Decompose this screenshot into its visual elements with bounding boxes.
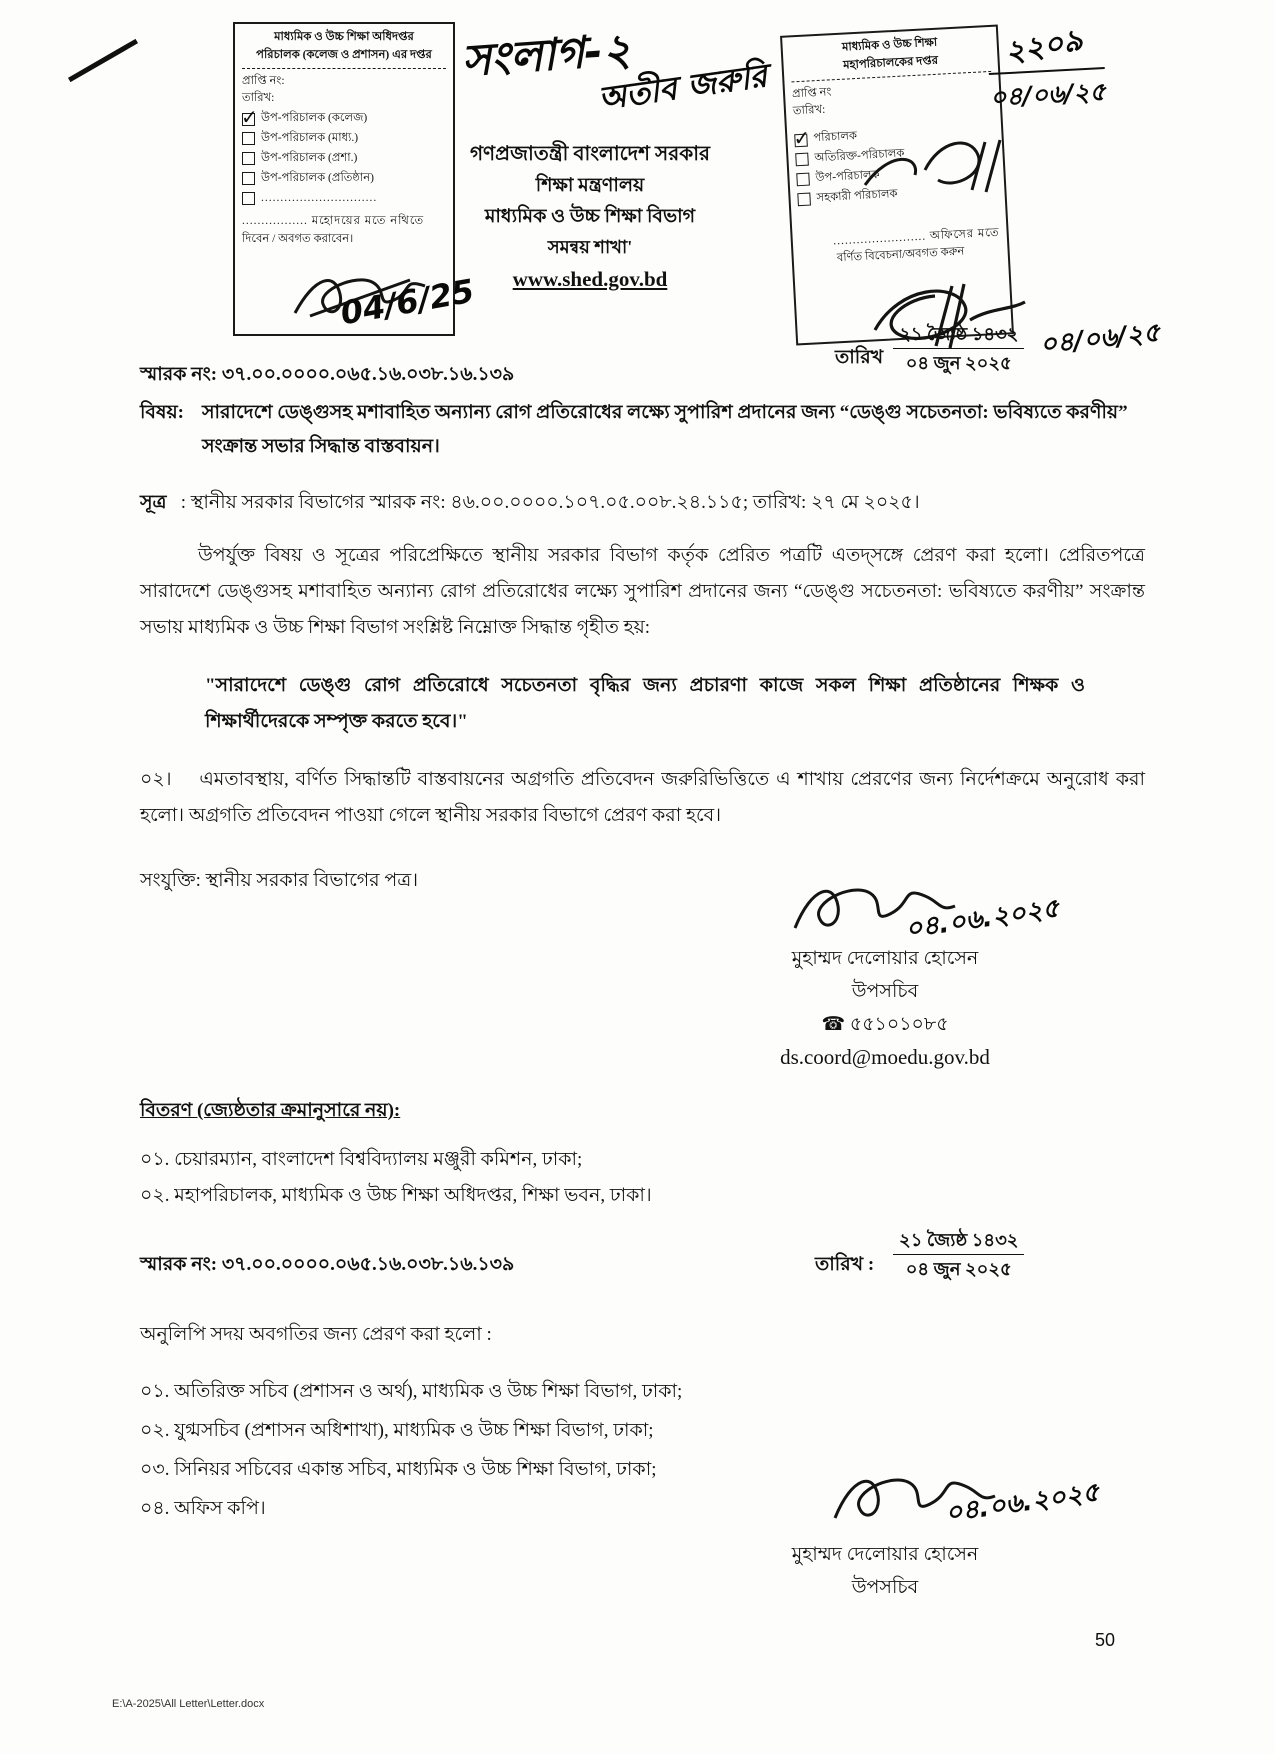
reference-text: : স্থানীয় সরকার বিভাগের স্মারক নং: ৪৬.০০.০০০০.১০৭.০৫.০০৮.২৪.১১৫; তারিখ: ২৭ মে ২০২৫। [180, 492, 920, 513]
handwritten-receive-number: ২২০৯ [1002, 22, 1086, 71]
stamp-option-label: অতিরিক্ত-পরিচালক [814, 147, 905, 165]
check-mark-icon: ✓ [241, 104, 258, 129]
footer-file-path: E:\A-2025\All Letter\Letter.docx [112, 1698, 265, 1710]
stamp-option-label: উপ-পরিচালক (মাধ্য.) [261, 132, 359, 145]
body-paragraph-1: উপর্যুক্ত বিষয় ও সূত্রের পরিপ্রেক্ষিতে স্থানীয় সরকার বিভাগ কর্তৃক প্রেরিত পত্রটি এতদ্‌সঙ্গে প্রেরণ করা হলো। প্রেরিতপত্রে সারাদেশে ডেঙ্গুসহ মশাবাহিত অন্যান্য রোগ প্রতিরোধের লক্ষ্যে সুপারিশ প্রদানের জন্য “ডেঙ্গু সচেতনতা: ভবিষ্যতে করণীয়” সংক্রান্ত সভায় মাধ্যমিক ও উচ্চ শিক্ষা বিভাগ সংশ্লিষ্ট নিম্নোক্ত সিদ্ধান্ত গৃহীত হয়: [140, 545, 1145, 638]
paragraph-number: ০২। [140, 769, 172, 790]
check-mark-icon: ✓ [792, 125, 811, 150]
stamp-option-label: .............................. [261, 191, 378, 204]
left-stamp-office-line2: পরিচালক (কলেজ ও প্রশাসন) এর দপ্তর [256, 48, 432, 61]
checkbox-icon[interactable] [795, 153, 809, 167]
subject-block [140, 396, 1140, 464]
memo-date-gregorian: ০৪ জুন ২০২৫ [905, 353, 1012, 374]
letterhead [425, 138, 755, 296]
stamp-option-label: পরিচালক [813, 130, 858, 145]
signatory-name: মুহাম্মদ দেলোয়ার হোসেন [791, 1544, 979, 1565]
memo-number-value: ৩৭.০০.০০০০.০৬৫.১৬.০৩৮.১৬.১৩৯ [221, 1254, 515, 1275]
left-stamp-date-label: তারিখ: [242, 92, 275, 105]
signatory-designation: উপসচিব [851, 981, 919, 1002]
cc-item: ০৩. সিনিয়র সচিবের একান্ত সচিব, মাধ্যমিক ও উচ্চ শিক্ষা বিভাগ, ঢাকা; [140, 1459, 657, 1480]
right-stamp-date-label: তারিখ: [792, 104, 826, 118]
cc-list [140, 1372, 682, 1528]
signatory-email[interactable]: ds.coord@moedu.gov.bd [780, 1045, 990, 1069]
government-name: গণপ্রজাতন্ত্রী বাংলাদেশ সরকার [469, 143, 711, 165]
right-stamp-office-line1: মাধ্যমিক ও উচ্চ শিক্ষা [841, 36, 938, 54]
website-link[interactable]: www.shed.gov.bd [512, 267, 668, 291]
distribution-list [140, 1142, 652, 1214]
left-stamp-option-row [241, 104, 446, 129]
checkbox-icon[interactable] [242, 192, 255, 205]
checkbox-checked-icon[interactable] [792, 125, 811, 150]
signatory-phone: ৫৫১০১০৮৫ [849, 1014, 949, 1035]
left-stamp-office-line1: মাধ্যমিক ও উচ্চ শিক্ষা অধিদপ্তর [274, 31, 414, 43]
reference-line [140, 490, 1140, 516]
body-paragraph-2 [140, 762, 1145, 834]
memo-number-label: স্মারক নং: [140, 1254, 218, 1275]
memo-date-label: তারিখ [835, 347, 884, 368]
right-stamp-note-line2: বর্ণিত বিবেচনা/অবগত করুন [836, 245, 965, 265]
checkbox-icon[interactable] [797, 193, 811, 207]
distribution-item: ০২. মহাপরিচালক, মাধ্যমিক ও উচ্চ শিক্ষা অধিদপ্তর, শিক্ষা ভবন, ঢাকা। [140, 1185, 652, 1206]
section-name: সমন্বয় শাখা' [547, 237, 633, 257]
memo-number-value: ৩৭.০০.০০০০.০৬৫.১৬.০৩৮.১৬.১৩৯ [221, 364, 515, 385]
signatory-name: মুহাম্মদ দেলোয়ার হোসেন [791, 948, 979, 969]
right-stamp-note-line1: ........................ অফিসের মতে [832, 226, 1000, 247]
memo-date-label-2: তারিখ : [815, 1254, 875, 1275]
handwritten-annex-note: সংলাগ-২ [460, 24, 633, 87]
left-stamp-note-line1: ................. মহোদয়ের মতে নথিতে [242, 215, 425, 228]
memo-date-group [893, 322, 1024, 376]
decision-quote: "সারাদেশে ডেঙ্গু রোগ প্রতিরোধে সচেতনতা বৃদ্ধির জন্য প্রচারণা কাজে সকল শিক্ষা প্রতিষ্ঠানের শিক্ষক ও শিক্ষার্থীদেরকে সম্পৃক্ত করতে হবে।" [205, 675, 1085, 732]
cc-item: ০১. অতিরিক্ত সচিব (প্রশাসন ও অর্থ), মাধ্যমিক ও উচ্চ শিক্ষা বিভাগ, ঢাকা; [140, 1381, 683, 1402]
stamp-option-label: উপ-পরিচালক [815, 168, 880, 185]
distribution-item: ০১. চেয়ারম্যান, বাংলাদেশ বিশ্ববিদ্যালয় মঞ্জুরী কমিশন, ঢাকা; [140, 1149, 583, 1170]
memo-date-bangla: ২১ জ্যৈষ্ঠ ১৪৩২ [893, 322, 1024, 349]
checkbox-icon[interactable] [242, 132, 255, 145]
left-stamp-option-row [242, 190, 446, 208]
checkbox-icon[interactable] [796, 173, 810, 187]
handwritten-signature-date: ০৪.০৬.২০২৫ [943, 1477, 1102, 1529]
cc-heading: অনুলিপি সদয় অবগতির জন্য প্রেরণ করা হলো : [140, 1324, 492, 1345]
stamp-option-label: উপ-পরিচালক (প্রতিষ্ঠান) [261, 171, 374, 184]
memo-date-gregorian: ০৪ জুন ২০২৫ [905, 1259, 1012, 1280]
checkbox-icon[interactable] [242, 152, 255, 165]
page-number: 50 [1095, 1630, 1116, 1650]
reference-label: সূত্র [140, 492, 167, 513]
checkbox-checked-icon[interactable] [241, 104, 258, 129]
telephone-icon: ☎ [821, 1014, 846, 1035]
left-stamp-note-line2: দিবেন / অবগত করাবেন। [242, 233, 354, 246]
left-stamp-option-row [242, 170, 446, 188]
memo-date-bangla: ২১ জ্যৈষ্ঠ ১৪৩২ [893, 1228, 1024, 1255]
stamp-option-label: উপ-পরিচালক (কলেজ) [261, 112, 368, 125]
stamp-option-label: উপ-পরিচালক (প্রশা.) [261, 151, 358, 164]
left-stamp-option-row [242, 130, 446, 148]
division-name: মাধ্যমিক ও উচ্চ শিক্ষা বিভাগ [484, 206, 696, 227]
signatory-phone-line [710, 1008, 1060, 1041]
attachment-line: সংযুক্তি: স্থানীয় সরকার বিভাগের পত্র। [140, 870, 419, 891]
memo-date-group-2 [893, 1228, 1024, 1282]
memo-number-line-2 [140, 1252, 514, 1278]
handwritten-date: ০৪/০৬/২৫ [1038, 317, 1162, 361]
subject-text: সারাদেশে ডেঙ্গুসহ মশাবাহিত অন্যান্য রোগ প্রতিরোধের লক্ষ্যে সুপারিশ প্রদানের জন্য “ডেঙ্গু সচেতনতা: ভবিষ্যতে করণীয়” সংক্রান্ত সভার সিদ্ধান্ত বাস্তবায়ন। [202, 402, 1128, 457]
signatory-designation: উপসচিব [851, 1577, 919, 1598]
subject-label: বিষয়: [140, 402, 185, 423]
cc-item: ০৪. অফিস কপি। [140, 1498, 266, 1519]
left-stamp-receipt-label: প্রাপ্তি নং: [242, 74, 285, 87]
paragraph-text: এমতাবস্থায়, বর্ণিত সিদ্ধান্তটি বাস্তবায়নের অগ্রগতি প্রতিবেদন জরুরিভিত্তিতে এ শাখায় প্রেরণের জন্য নির্দেশক্রমে অনুরোধ করা হলো। অগ্রগতি প্রতিবেদন পাওয়া গেলে স্থানীয় সরকার বিভাগে প্রেরণ করা হবে। [140, 769, 1145, 826]
cc-item: ০২. যুগ্মসচিব (প্রশাসন অধিশাখা), মাধ্যমিক ও উচ্চ শিক্ষা বিভাগ, ঢাকা; [140, 1420, 654, 1441]
left-stamp-option-row [242, 150, 446, 168]
handwritten-date: 04/6/25 [337, 271, 477, 333]
handwritten-initials-scribble [860, 130, 1010, 200]
signatory-block [710, 942, 1060, 1074]
handwritten-signature-date: ০৪.০৬.২০২৫ [903, 893, 1062, 945]
stamp-option-label: সহকারী পরিচালক [816, 187, 898, 204]
signatory-block-2 [710, 1538, 1060, 1604]
ministry-name: শিক্ষা মন্ত্রণালয় [535, 175, 645, 196]
handwritten-receive-date: ০৪/০৬/২৫ [989, 67, 1107, 121]
pen-slash-mark [68, 39, 138, 82]
checkbox-icon[interactable] [242, 172, 255, 185]
right-stamp-receipt-label: প্রাপ্তি নং [791, 85, 832, 100]
memo-number-line [140, 362, 514, 388]
distribution-heading: বিতরণ (জ্যেষ্ঠতার ক্রমানুসারে নয়): [140, 1100, 401, 1121]
memo-number-label: স্মারক নং: [140, 364, 218, 385]
handwritten-urgent-note: অতীব জরুরি [595, 56, 770, 118]
right-stamp-office-line2: মহাপরিচালকের দপ্তর [842, 54, 939, 72]
